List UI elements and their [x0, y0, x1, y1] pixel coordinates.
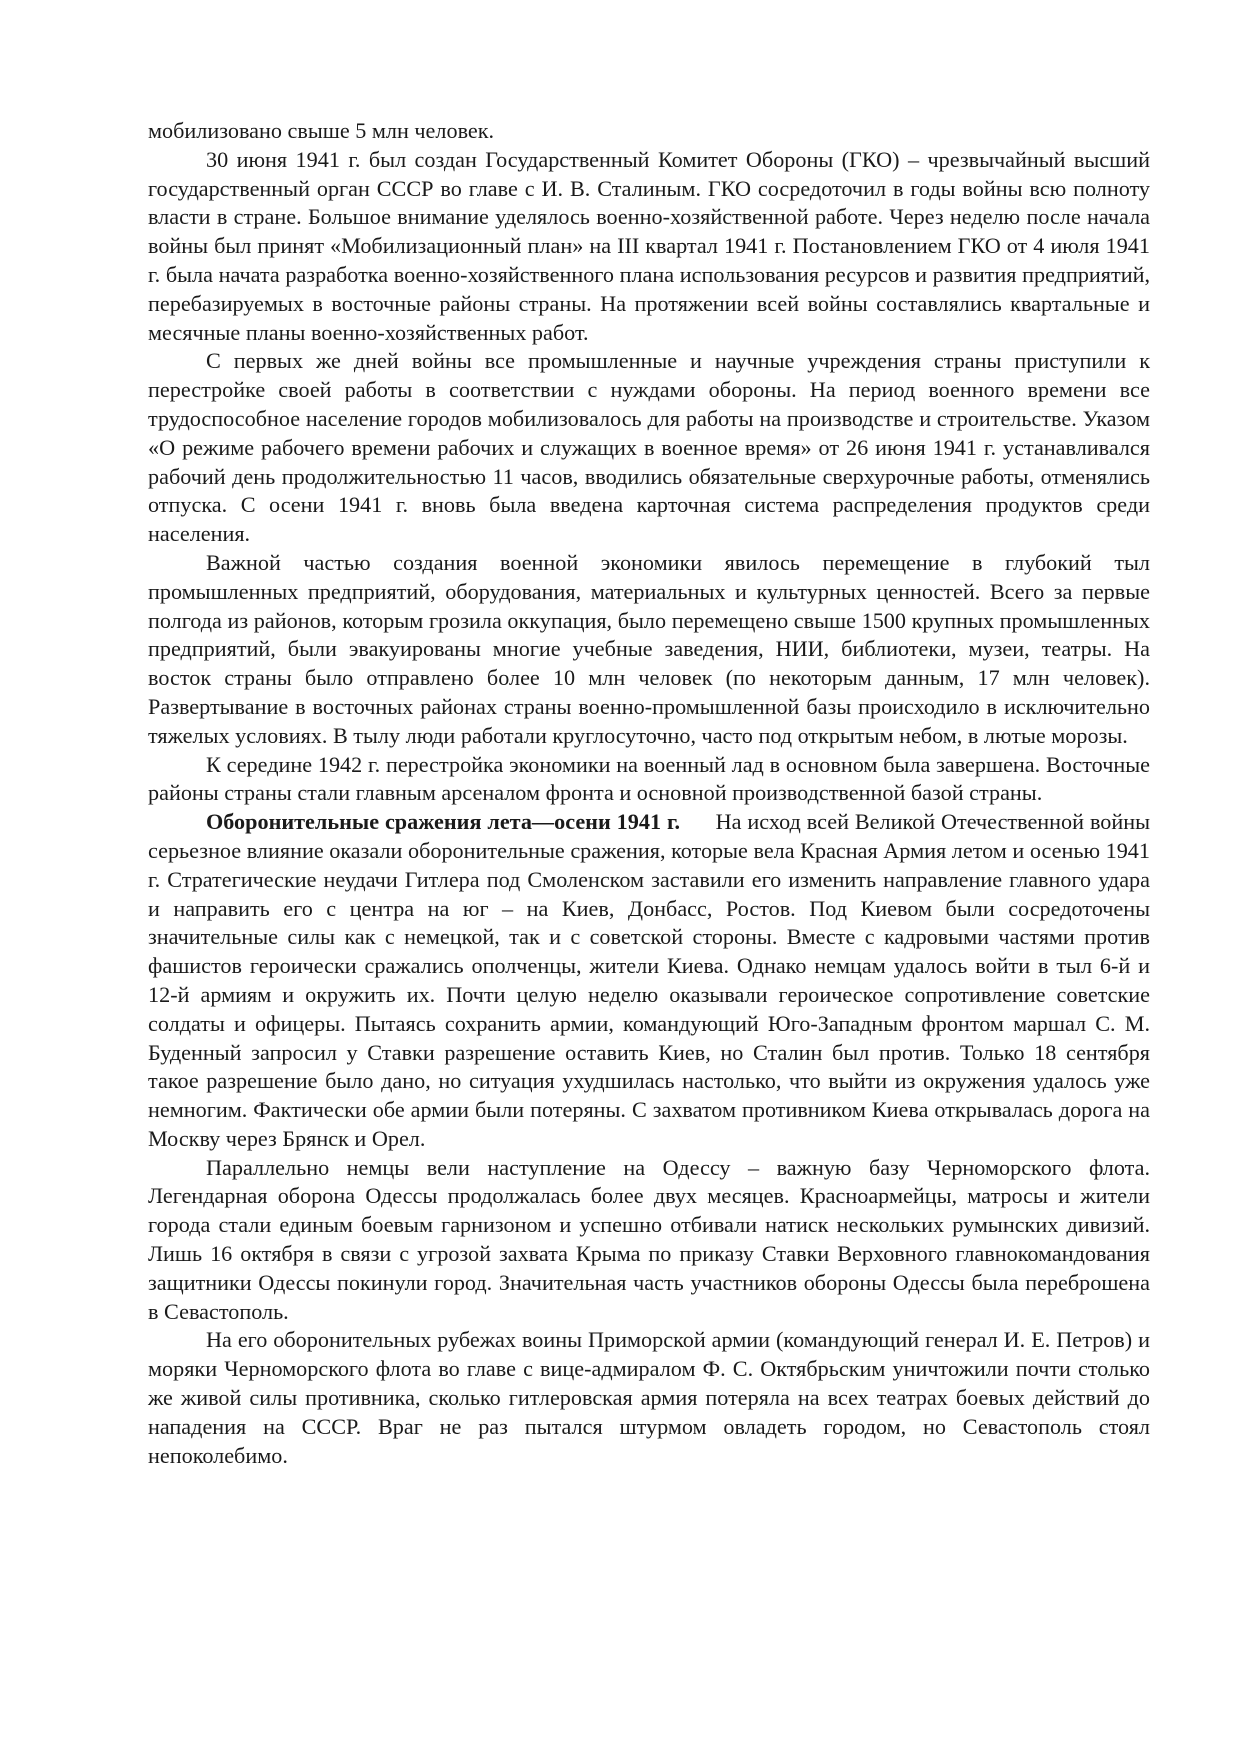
document-page — [148, 117, 1150, 1470]
paragraph-sevastopol: На его оборонительных рубежах воины Приморской армии (командующий генерал И. Е. Петров) и моряки Черноморского флота во главе с вице-адмиралом Ф. С. Октябрьским уничтожили почти столько же живой силы противника, сколько гитлеровская армия потеряла на всех театрах боевых действий до нападения на СССР. Враг не раз пытался штурмом овладеть городом, но Севастополь стоял непоколебимо. — [148, 1327, 1150, 1468]
paragraph-odessa: Параллельно немцы вели наступление на Одессу – важную базу Черноморского флота. Легендарная оборона Одессы продолжалась более двух месяцев. Красноармейцы, матросы и жители города стали единым боевым гарнизоном и успешно отбивали натиск нескольких румынских дивизий. Лишь 16 октября в связи с угрозой захвата Крыма по приказу Ставки Верховного главнокомандования защитники Одессы покинули город. Значительная часть участников обороны Одессы была переброшена в Севастополь. — [148, 1154, 1150, 1324]
paragraph-gko: 30 июня 1941 г. был создан Государственный Комитет Обороны (ГКО) – чрезвычайный высший государственный орган СССР во главе с И. В. Сталиным. ГКО сосредоточил в годы войны всю полноту власти в стране. Большое внимание уделялось военно-хозяйственной работе. Через неделю после начала войны был принят «Мобилизационный план» на III квартал 1941 г. Постановлением ГКО от 4 июля 1941 г. была начата разработка военно-хозяйственного плана использования ресурсов и развития предприятий, перебазируемых в восточные районы страны. На протяжении всей войны составлялись квартальные и месячные планы военно-хозяйственных работ. — [148, 146, 1150, 345]
section-heading: Оборонительные сражения лета—осени 1941 г. — [206, 809, 681, 835]
paragraph-restructuring: С первых же дней войны все промышленные и научные учреждения страны приступили к перестройке своей работы в соответствии с нуждами обороны. На период военного времени все трудоспособное население городов мобилизовалось для работы на производстве и строительстве. Указом «О режиме рабочего времени рабочих и служащих в военное время» от 26 июня 1941 г. устанавливался рабочий день продолжительностью 11 часов, вводились обязательные сверхурочные работы, отменялись отпуска. С осени 1941 г. вновь была введена карточная система распределения продуктов среди населения. — [148, 348, 1150, 547]
section-heading-body: На исход всей Великой Отечественной войны серьезное влияние оказали оборонительные сражения, которые вела Красная Армия летом и осенью 1941 г. Стратегические неудачи Гитлера под Смоленском заставили его изменить направление главного удара и направить его с центра на юг – на Киев, Донбасс, Ростов. Под Киевом были сосредоточены значительные силы как с немецкой, так и с советской стороны. Вместе с кадровыми частями против фашистов героически сражались ополченцы, жители Киева. Однако немцам удалось войти в тыл 6-й и 12-й армиям и окружить их. Почти целую неделю оказывали героическое сопротивление советские солдаты и офицеры. Пытаясь сохранить армии, командующий Юго-Западным фронтом маршал С. М. Буденный запросил у Ставки разрешение оставить Киев, но Сталин был против. Только 18 сентября такое разрешение было дано, но ситуация ухудшилась настолько, что выйти из окружения удалось уже немногим. Фактически обе армии были потеряны. С захватом противником Киева открывалась дорога на Москву через Брянск и Орел. — [148, 809, 1151, 1151]
paragraph-defensive-battles — [148, 808, 1150, 1154]
paragraph-evacuation: Важной частью создания военной экономики явилось перемещение в глубокий тыл промышленных предприятий, оборудования, материальных и культурных ценностей. Всего за первые полгода из районов, которым грозила оккупация, было перемещено свыше 1500 крупных промышленных предприятий, были эвакуированы многие учебные заведения, НИИ, библиотеки, музеи, театры. На восток страны было отправлено более 10 млн человек (по некоторым данным, 17 млн человек). Развертывание в восточных районах страны военно-промышленной базы происходило в исключительно тяжелых условиях. В тылу люди работали круглосуточно, часто под открытым небом, в лютые морозы. — [148, 549, 1150, 748]
paragraph-completion-1942: К середине 1942 г. перестройка экономики на военный лад в основном была завершена. Восточные районы страны стали главным арсеналом фронта и основной производственной базой страны. — [148, 751, 1150, 806]
paragraph-continuation: мобилизовано свыше 5 млн человек. — [148, 118, 495, 143]
